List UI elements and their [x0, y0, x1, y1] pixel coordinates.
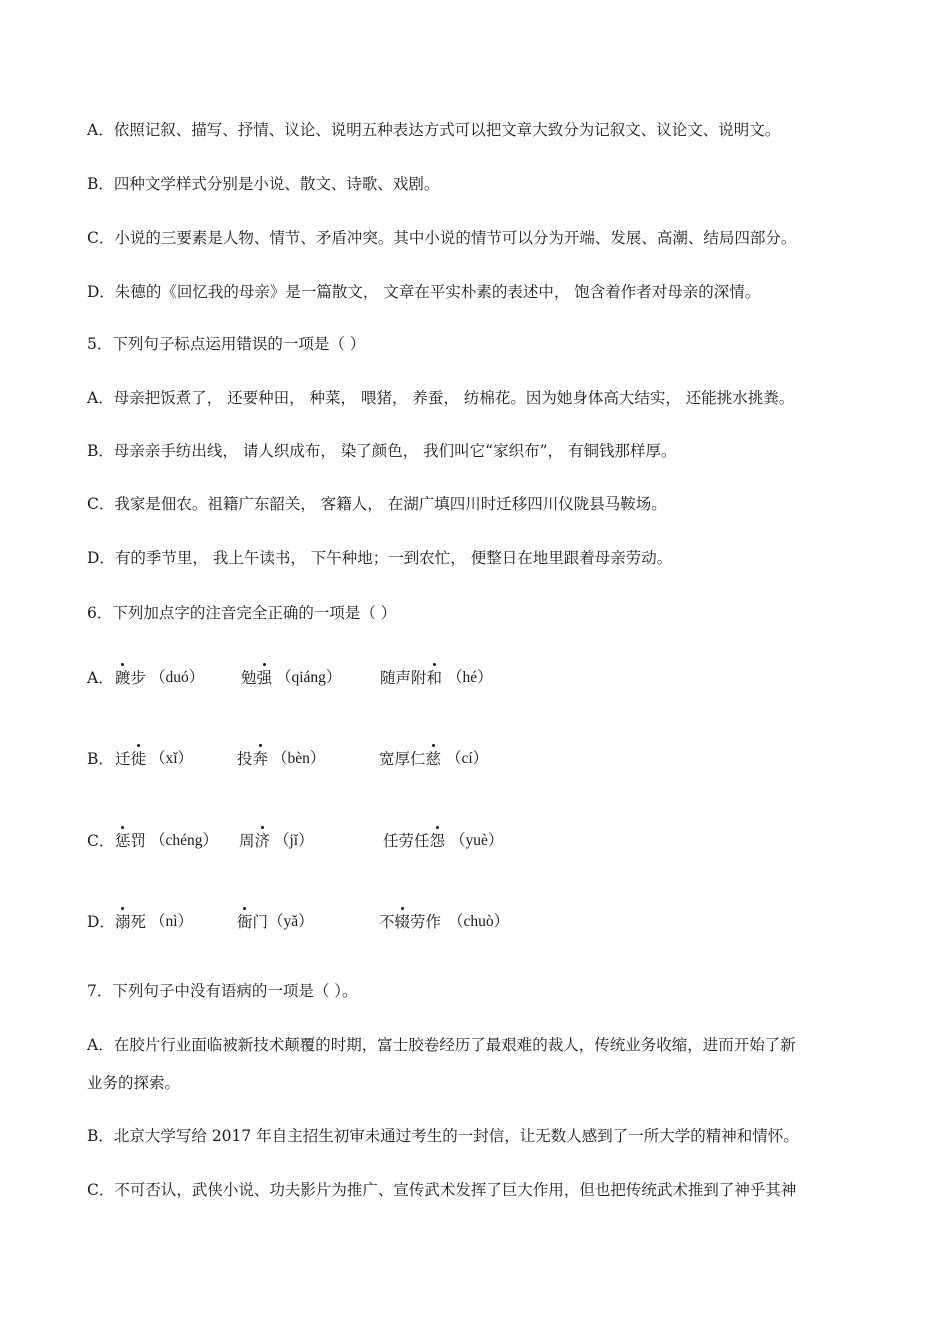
q7-option-c: C．不可否认，武侠小说、功夫影片为推广、宣传武术发挥了巨大作用，但也把传统武术推到了神乎其神: [87, 1181, 797, 1199]
pinyin-2: （jǐ）: [274, 832, 314, 849]
word-3: 不辍劳作: [379, 913, 442, 931]
pinyin-1: （duó）: [150, 669, 205, 686]
word-1: 迁徙: [115, 750, 147, 768]
question-5: 5．下列句子标点运用错误的一项是（ ）: [87, 335, 366, 353]
pinyin-2: （bèn）: [272, 750, 326, 767]
pinyin-3: （cí）: [446, 750, 489, 767]
word-3: 宽厚仁慈: [379, 750, 442, 768]
pinyin-1: （nì）: [150, 913, 194, 930]
q4-option-c: C．小说的三要素是人物、情节、矛盾冲突。其中小说的情节可以分为开端、发展、高潮、结局四部分。: [87, 229, 797, 247]
option-label: D．: [87, 913, 115, 931]
word-1: 溺死: [115, 913, 147, 931]
option-label: A．: [87, 669, 114, 687]
q5-option-a: A．母亲把饭煮了， 还要种田， 种菜， 喂猪， 养蚕， 纺棉花。因为她身体高大结实， 还能挑水挑粪。: [87, 389, 795, 407]
q4-option-d: D．朱德的《回忆我的母亲》是一篇散文， 文章在平实朴素的表述中， 饱含着作者对母亲的深情。: [87, 283, 761, 301]
pinyin-1: （chéng）: [150, 832, 219, 849]
q5-option-b: B．母亲亲手纺出线， 请人织成布， 染了颜色， 我们叫它“家织布”， 有铜钱那样厚。: [87, 442, 677, 460]
pinyin-2: （qiáng）: [276, 669, 342, 686]
q4-option-a: A．依照记叙、描写、抒情、议论、说明五种表达方式可以把文章大致分为记叙文、议论文、说明文。: [87, 121, 781, 139]
word-2: 衙门: [237, 913, 269, 931]
question-6: 6．下列加点字的注音完全正确的一项是（ ）: [87, 604, 397, 622]
word-2: 勉强: [241, 669, 273, 687]
q5-option-d: D．有的季节里， 我上午读书， 下午种地；一到农忙， 便整日在地里跟着母亲劳动。: [87, 549, 673, 567]
option-label: C．: [87, 832, 115, 850]
q7-option-b: B．北京大学写给 2017 年自主招生初审未通过考生的一封信，让无数人感到了一所大学的精神和情怀。: [87, 1127, 799, 1145]
word-3: 随声附和: [380, 669, 443, 687]
word-3: 任劳任怨: [383, 832, 446, 850]
word-2: 投奔: [237, 750, 269, 768]
pinyin-1: （xǐ）: [150, 750, 194, 767]
question-7: 7．下列句子中没有语病的一项是（ ）。: [87, 982, 358, 1000]
q5-option-c: C．我家是佃农。祖籍广东韶关， 客籍人， 在湖广填四川时迁移四川仪陇县马鞍场。: [87, 495, 667, 513]
pinyin-3: （yuè）: [450, 832, 504, 849]
word-2: 周济: [239, 832, 271, 850]
pinyin-3: （hé）: [447, 669, 493, 686]
q7-option-a-line-2: 业务的探索。: [87, 1074, 181, 1092]
word-1: 踱步: [115, 669, 147, 687]
option-label: B．: [87, 750, 114, 768]
q7-option-a-line-1: A．在胶片行业面临被新技术颠覆的时期，富士胶卷经历了最艰难的裁人，传统业务收缩，进而开始了新: [87, 1036, 796, 1054]
word-1: 惩罚: [115, 832, 147, 850]
pinyin-2: （yǎ）: [268, 913, 314, 930]
pinyin-3: （chuò）: [448, 913, 510, 930]
q4-option-b: B．四种文学样式分别是小说、散文、诗歌、戏剧。: [87, 175, 440, 193]
